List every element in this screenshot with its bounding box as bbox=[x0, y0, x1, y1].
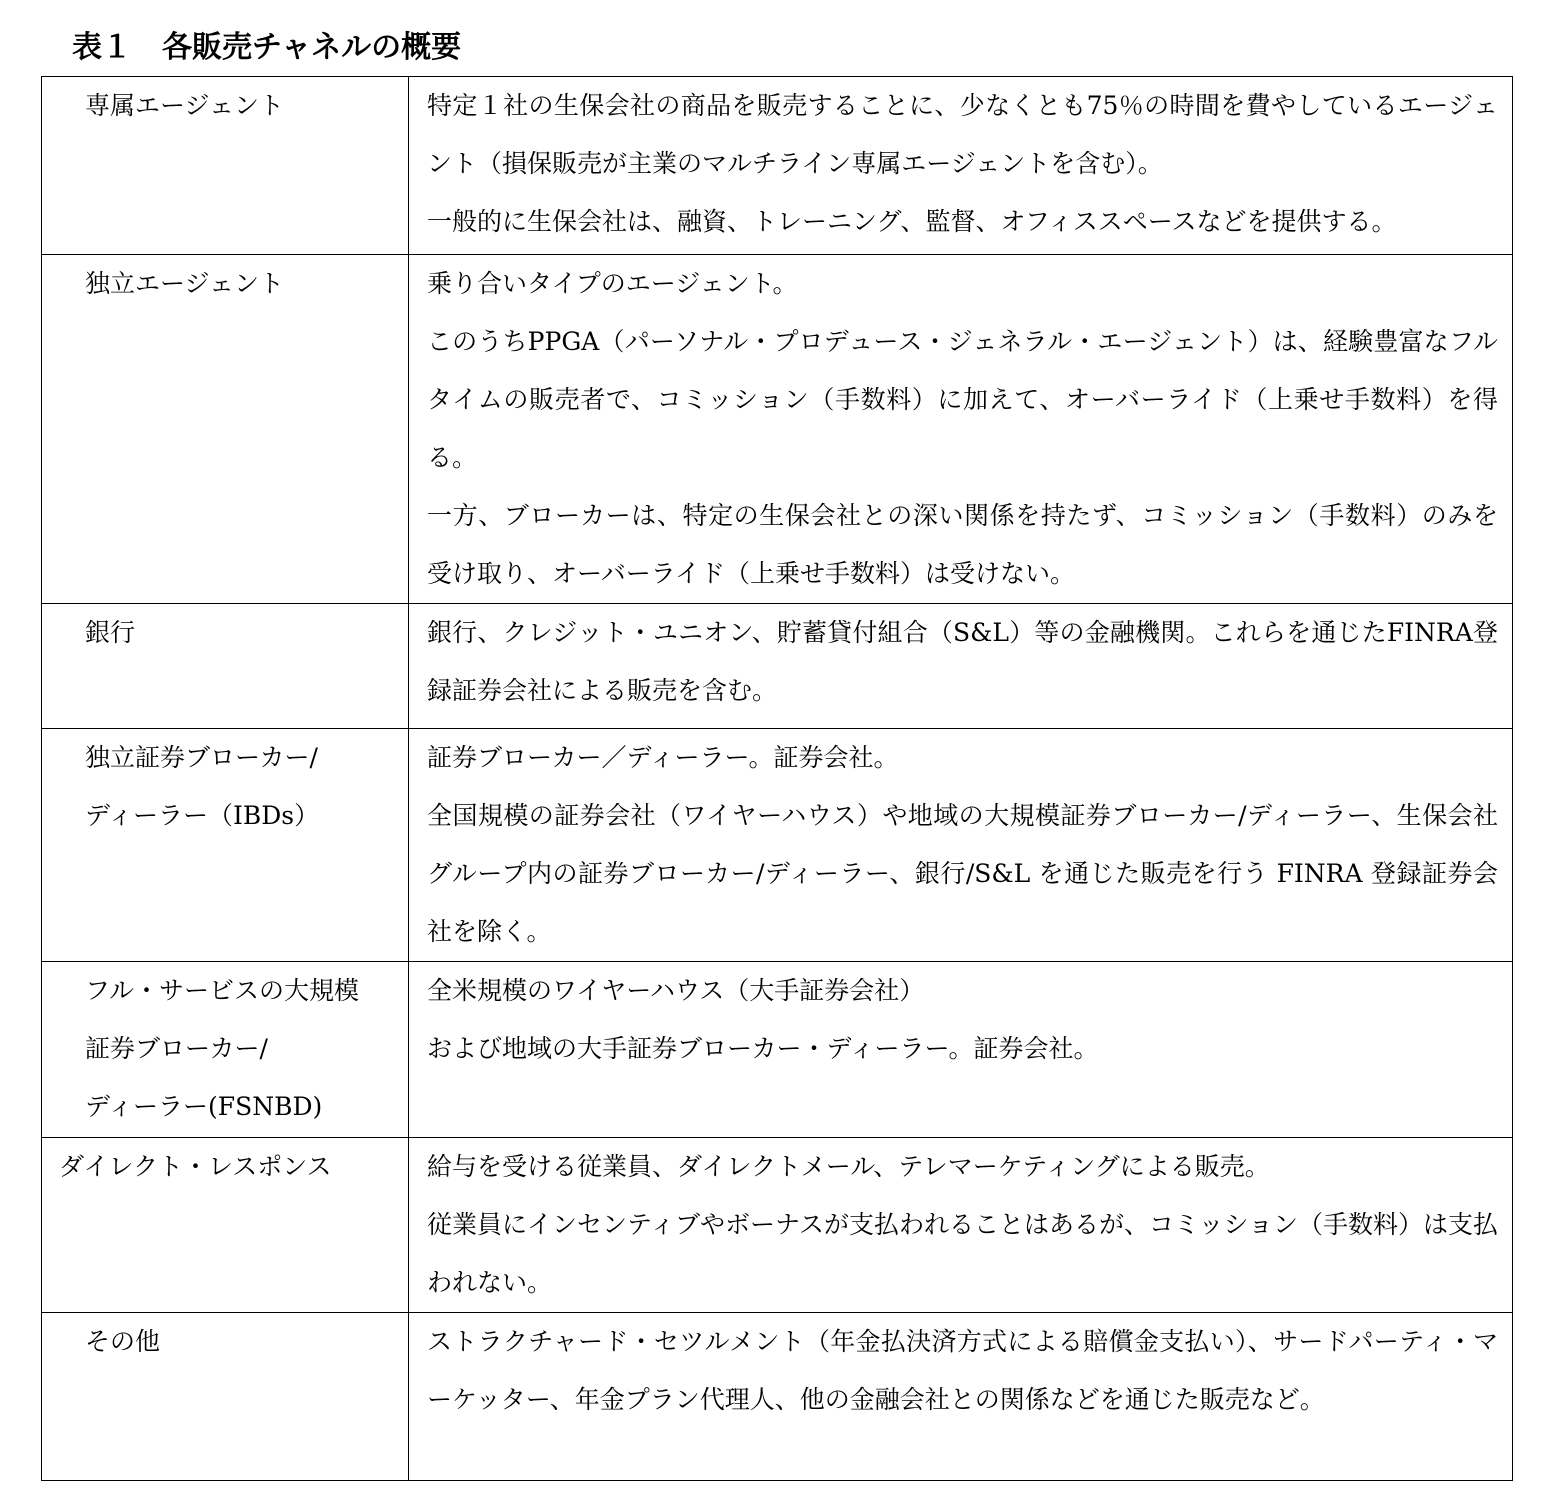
channel-description-cell bbox=[409, 962, 1513, 1138]
channel-name: フル・サービスの大規模 bbox=[85, 976, 360, 1005]
description-paragraph: 従業員にインセンティブやボーナスが支払われることはあるが、コミッション（手数料）は支払われない。 bbox=[427, 1210, 1499, 1297]
description-paragraph: 乗り合いタイプのエージェント。 bbox=[427, 269, 798, 298]
table-title: 表１ 各販売チャネルの概要 bbox=[72, 30, 462, 65]
description-paragraph: 証券ブローカー／ディーラー。証券会社。 bbox=[427, 743, 899, 772]
channel-name-cell bbox=[42, 604, 409, 729]
description-paragraph: 給与を受ける従業員、ダイレクトメール、テレマーケティングによる販売。 bbox=[427, 1152, 1270, 1181]
channel-name-cell bbox=[42, 1313, 409, 1481]
channel-name: 証券ブローカー/ bbox=[85, 1034, 268, 1063]
table-row bbox=[42, 1138, 1513, 1313]
channel-description-cell bbox=[409, 77, 1513, 255]
channel-name-cell bbox=[42, 255, 409, 604]
sales-channel-table bbox=[41, 76, 1513, 1481]
description-paragraph: 全米規模のワイヤーハウス（大手証券会社） bbox=[427, 976, 925, 1005]
channel-name: ダイレクト・レスポンス bbox=[59, 1152, 332, 1181]
channel-name: ディーラー(FSNBD) bbox=[85, 1092, 323, 1121]
description-paragraph: このうちPPGA（パーソナル・プロデュース・ジェネラル・エージェント）は、経験豊富なフルタイムの販売者で、コミッション（手数料）に加えて、オーバーライド（上乗せ手数料）を得る。 bbox=[427, 327, 1498, 472]
table-row bbox=[42, 1313, 1513, 1481]
channel-description-cell bbox=[409, 729, 1513, 962]
table-row bbox=[42, 604, 1513, 729]
channel-description-cell bbox=[409, 255, 1513, 604]
channel-description-cell bbox=[409, 1313, 1513, 1481]
description-paragraph: 銀行、クレジット・ユニオン、貯蓄貸付組合（S&L）等の金融機関。これらを通じたFINRA登録証券会社による販売を含む。 bbox=[427, 618, 1498, 705]
description-paragraph: ストラクチャード・セツルメント（年金払決済方式による賠償金支払い）、サードパーティ・マーケッター、年金プラン代理人、他の金融会社との関係などを通じた販売など。 bbox=[427, 1327, 1498, 1414]
channel-name: ディーラー（IBDs） bbox=[85, 801, 320, 830]
description-paragraph: および地域の大手証券ブローカー・ディーラー。証券会社。 bbox=[427, 1034, 1099, 1063]
channel-name-cell bbox=[42, 77, 409, 255]
channel-name: 独立エージェント bbox=[85, 269, 285, 298]
table-row bbox=[42, 729, 1513, 962]
channel-description-cell bbox=[409, 1138, 1513, 1313]
description-paragraph: 一方、ブローカーは、特定の生保会社との深い関係を持たず、コミッション（手数料）のみを受け取り、オーバーライド（上乗せ手数料）は受けない。 bbox=[427, 501, 1498, 588]
channel-name-cell bbox=[42, 729, 409, 962]
channel-name-cell bbox=[42, 962, 409, 1138]
table-row bbox=[42, 255, 1513, 604]
table-row bbox=[42, 77, 1513, 255]
channel-name: 独立証券ブローカー/ bbox=[85, 743, 318, 772]
channel-name: 銀行 bbox=[85, 618, 136, 647]
description-paragraph: 一般的に生保会社は、融資、トレーニング、監督、オフィススペースなどを提供する。 bbox=[427, 207, 1397, 236]
description-paragraph: 全国規模の証券会社（ワイヤーハウス）や地域の大規模証券ブローカー/ディーラー、生保会社グループ内の証券ブローカー/ディーラー、銀行/S&L を通じた販売を行う FINRA 登録証券会社を除く。 bbox=[427, 801, 1498, 946]
table-row bbox=[42, 962, 1513, 1138]
description-paragraph: 特定１社の生保会社の商品を販売することに、少なくとも75％の時間を費やしているエージェント（損保販売が主業のマルチライン専属エージェントを含む）。 bbox=[427, 91, 1498, 178]
channel-description-cell bbox=[409, 604, 1513, 729]
channel-name: その他 bbox=[85, 1327, 161, 1356]
channel-name-cell bbox=[42, 1138, 409, 1313]
channel-name: 専属エージェント bbox=[85, 91, 285, 120]
